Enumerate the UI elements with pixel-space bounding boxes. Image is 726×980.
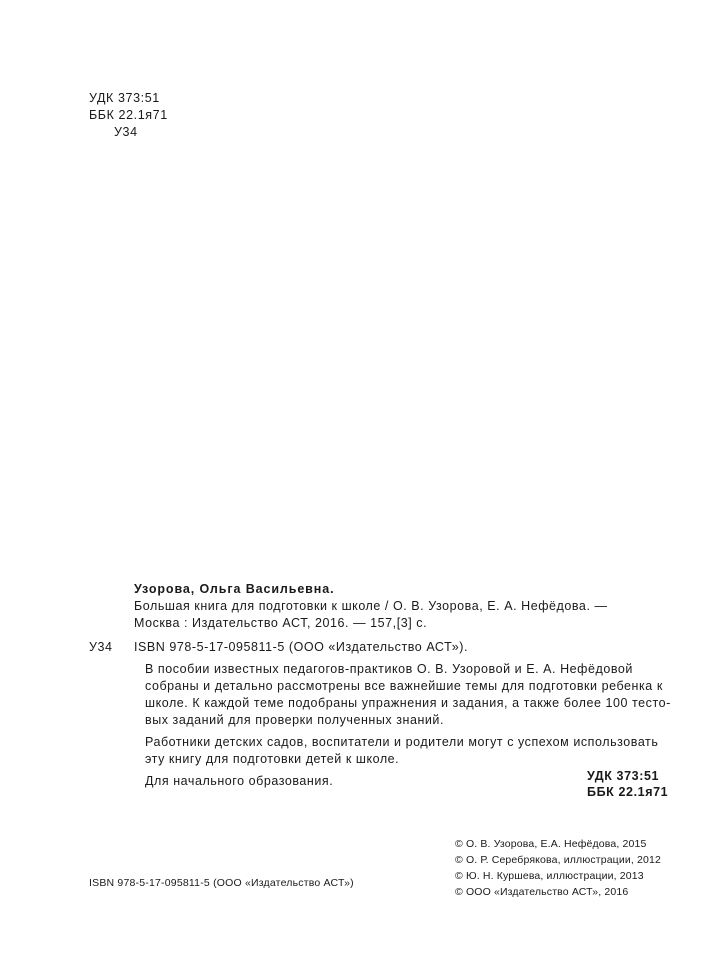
author-mark: У34 <box>114 125 138 139</box>
annotation-paragraph-2 <box>89 734 679 768</box>
annotation-paragraph-1 <box>89 661 679 729</box>
card-title-line-2: Москва : Издательство АСТ, 2016. — 157,[3] с. <box>134 616 428 630</box>
isbn-footer: ISBN 978-5-17-095811-5 (ООО «Издательство АСТ») <box>89 877 354 889</box>
card-isbn-row <box>89 639 679 656</box>
udk-code: УДК 373:51 <box>89 91 160 105</box>
card-author: Узорова, Ольга Васильевна. <box>134 582 335 596</box>
catalog-card <box>89 581 679 790</box>
copyright-list <box>455 836 661 900</box>
annotation-line: Работники детских садов, воспитатели и родители могут с успехом использовать <box>145 735 659 749</box>
copyright-line: © О. Р. Серебрякова, иллюстрации, 2012 <box>455 854 661 866</box>
card-isbn: ISBN 978-5-17-095811-5 (ООО «Издательство АСТ»). <box>134 640 468 654</box>
annotation-line: вых заданий для проверки полученных знаний. <box>145 713 444 727</box>
card-author-mark: У34 <box>89 640 113 654</box>
audience-line: Для начального образования. <box>145 774 334 788</box>
annotation-line: эту книгу для подготовки детей к школе. <box>145 752 400 766</box>
udk-code-bold: УДК 373:51 <box>587 769 660 783</box>
copyright-line: © ООО «Издательство АСТ», 2016 <box>455 886 629 898</box>
copyright-line: © Ю. Н. Куршева, иллюстрации, 2013 <box>455 870 644 882</box>
card-title-line-1: Большая книга для подготовки к школе / О. В. Узорова, Е. А. Нефёдова. — <box>134 599 608 613</box>
annotation-line: собраны и детально рассмотрены все важнейшие темы для подготовки ребенка к <box>145 679 663 693</box>
classification-footer <box>587 768 668 800</box>
bbk-code: ББК 22.1я71 <box>89 108 168 122</box>
classification-header <box>89 90 168 141</box>
annotation-line: школе. К каждой теме подобраны упражнения и задания, а также более 100 тесто- <box>145 696 671 710</box>
copyright-line: © О. В. Узорова, Е.А. Нефёдова, 2015 <box>455 838 647 850</box>
bbk-code-bold: ББК 22.1я71 <box>587 785 669 799</box>
annotation-line: В пособии известных педагогов-практиков О. В. Узоровой и Е. А. Нефёдовой <box>145 662 633 676</box>
